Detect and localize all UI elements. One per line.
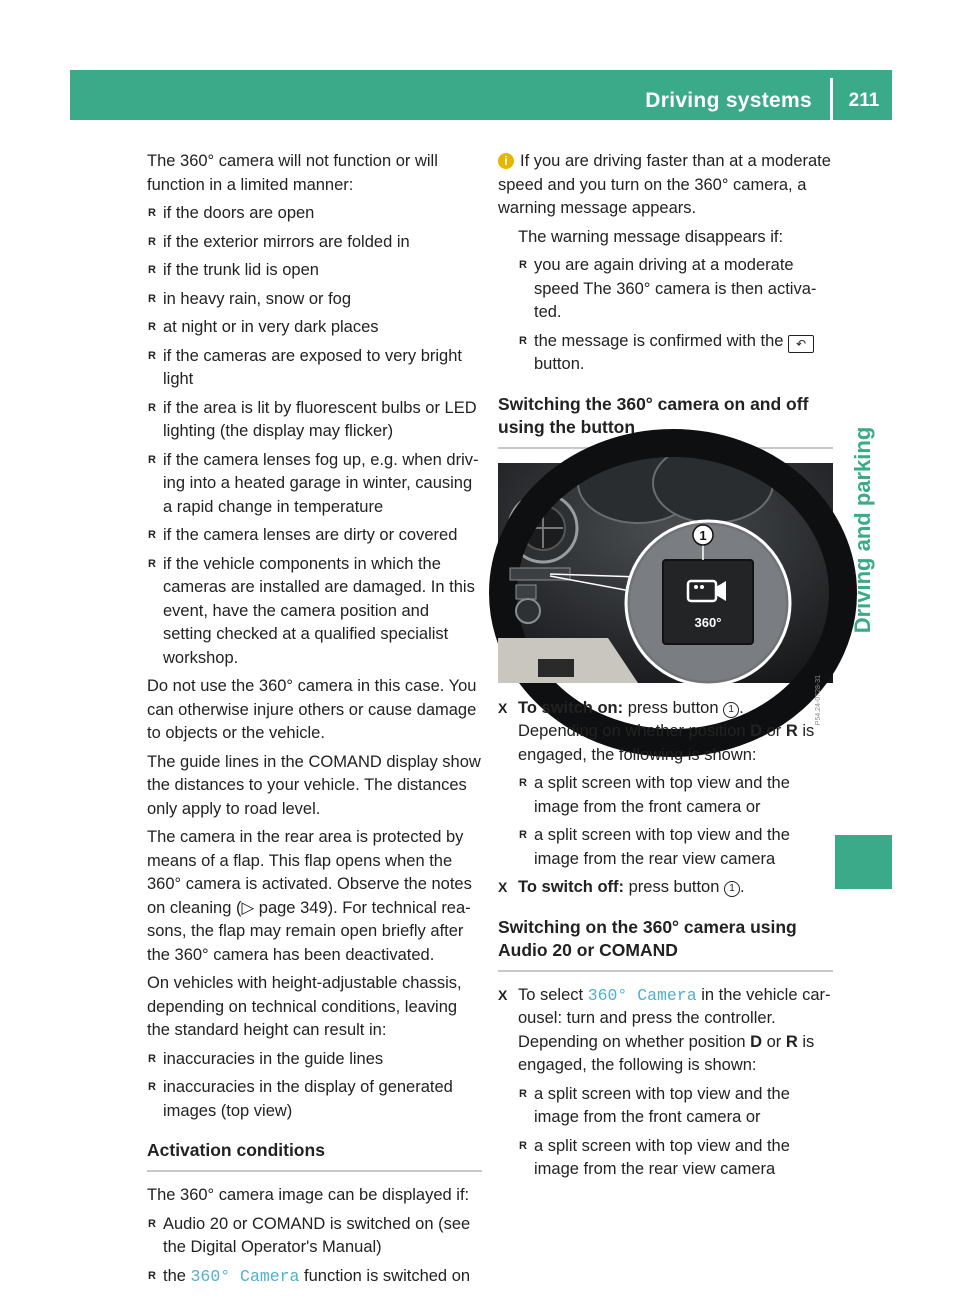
- list-item: R if the cameras are exposed to very bright light: [147, 345, 482, 392]
- back-button-icon: ↶: [788, 335, 814, 353]
- text: or: [762, 722, 786, 740]
- button-section-heading: Switching the 360° camera on and off using the button: [498, 393, 833, 449]
- page-ref-icon: ▷: [241, 898, 255, 917]
- chapter-tab: [835, 130, 892, 890]
- flap-paragraph: [147, 826, 482, 967]
- text: is engaged, the following is shown:: [518, 722, 815, 764]
- step-label: To switch on:: [518, 698, 624, 717]
- display-term: 360° Camera: [587, 985, 697, 1005]
- text: To select: [518, 985, 588, 1004]
- page-header: [70, 70, 892, 120]
- activation-paragraph: The 360° camera image can be displayed if:: [147, 1186, 470, 1204]
- list-item: R if the area is lit by fluorescent bulbs or LED lighting (the display may flicker): [147, 397, 482, 444]
- intro-paragraph: The 360° camera will not function or will function in a limited manner:: [147, 152, 438, 194]
- list-item: R if the vehicle components in which the cameras are installed are damaged. In this event, have the camera position and setting checked at a qualified specialist workshop.: [147, 553, 482, 671]
- chassis-paragraph: On vehicles with height-adjustable chassis, depending on technical conditions, leaving the standard height can result in:: [147, 974, 462, 1039]
- info-paragraph: The warning message disappears if:: [518, 227, 784, 246]
- text: button.: [534, 355, 585, 373]
- list-item: R if the camera lenses fog up, e.g. when driv-ing into a heated garage in winter, causing a rapid change in temperature: [147, 449, 482, 520]
- right-column: [498, 150, 833, 1187]
- gear-r: R: [785, 1032, 798, 1051]
- list-item: R if the doors are open: [147, 202, 482, 226]
- button-1-icon: 1: [724, 881, 740, 897]
- list-item: R if the exterior mirrors are folded in: [147, 231, 482, 255]
- gear-r: R: [785, 722, 798, 740]
- list-item: [147, 1265, 482, 1289]
- text: is engaged, the following is shown:: [518, 1032, 815, 1074]
- list-item: R inaccuracies in the display of generated images (top view): [147, 1076, 482, 1123]
- warning-paragraph: Do not use the 360° camera in this case. You can otherwise injure others or cause damage to objects or the vehicle.: [147, 677, 477, 742]
- section-title: Driving systems: [645, 89, 812, 112]
- list-item: R a split screen with top view and the image from the rear view camera: [518, 824, 833, 871]
- header-divider: [830, 78, 833, 120]
- page-reference-link[interactable]: page 349: [258, 898, 328, 917]
- info-text: If you are driving faster than at a moderate speed and you turn on the 360° camera, a warning message appears.: [498, 152, 831, 217]
- list-item: R Audio 20 or COMAND is switched on (see the Digital Operator's Manual): [147, 1213, 482, 1260]
- info-icon: i: [498, 153, 514, 169]
- flap-text-end: ). For technical rea-sons, the flap may remain open briefly after the 360° camera has been deactivated.: [147, 898, 471, 964]
- image-code: P54.24-0728-31: [815, 674, 822, 725]
- step-label: To switch off:: [518, 878, 625, 896]
- list-item: [518, 330, 833, 377]
- text: .: [740, 878, 745, 896]
- switch-off-step: [498, 876, 833, 900]
- list-item: R a split screen with top view and the image from the front camera or: [518, 1083, 833, 1130]
- display-term: 360° Camera: [190, 1266, 300, 1286]
- list-item: R if the camera lenses are dirty or covered: [147, 524, 482, 548]
- activation-heading: Activation conditions: [147, 1139, 482, 1172]
- text: Depending on whether position: [518, 1032, 751, 1051]
- left-column: [147, 150, 482, 1293]
- button-1-icon: 1: [723, 702, 739, 718]
- text: press button: [623, 698, 724, 717]
- list-item: R a split screen with top view and the image from the rear view camera: [518, 1135, 833, 1182]
- text: or: [762, 1032, 786, 1051]
- text: in the vehicle car-ousel: turn and press the controller.: [518, 985, 831, 1027]
- chapter-marker: [835, 835, 892, 889]
- list-item: R you are again driving at a moderate speed The 360° camera is then activa-ted.: [518, 254, 833, 325]
- gear-d: D: [750, 722, 763, 740]
- text: Depending on whether position: [518, 722, 751, 740]
- text: function is switched on: [299, 1266, 471, 1285]
- list-item: R inaccuracies in the guide lines: [147, 1048, 482, 1072]
- flap-text: The camera in the rear area is protected by means of a flap. This flap opens when the 360° camera is activated. Observe the notes on cleaning (: [147, 828, 472, 917]
- switch-on-step: [498, 697, 833, 768]
- list-item: R if the trunk lid is open: [147, 259, 482, 283]
- text: the: [163, 1266, 191, 1285]
- list-item: R a split screen with top view and the image from the front camera or: [518, 772, 833, 819]
- comand-section-heading: Switching on the 360° camera using Audio 20 or COMAND: [498, 916, 833, 972]
- text: the message is confirmed with the: [534, 331, 789, 350]
- select-step: [498, 984, 833, 1078]
- page-number: 211: [848, 90, 880, 111]
- text: .: [739, 698, 744, 717]
- guide-lines-paragraph: The guide lines in the COMAND display show the distances to your vehicle. The distances only apply to road level.: [147, 752, 481, 818]
- info-note: [498, 150, 833, 221]
- chapter-label: Driving and parking: [850, 426, 875, 634]
- list-item: R in heavy rain, snow or fog: [147, 288, 482, 312]
- gear-d: D: [750, 1032, 763, 1051]
- button-label: 360°: [694, 614, 722, 630]
- list-item: R at night or in very dark places: [147, 316, 482, 340]
- callout-number: 1: [699, 527, 707, 543]
- text: press button: [624, 878, 724, 896]
